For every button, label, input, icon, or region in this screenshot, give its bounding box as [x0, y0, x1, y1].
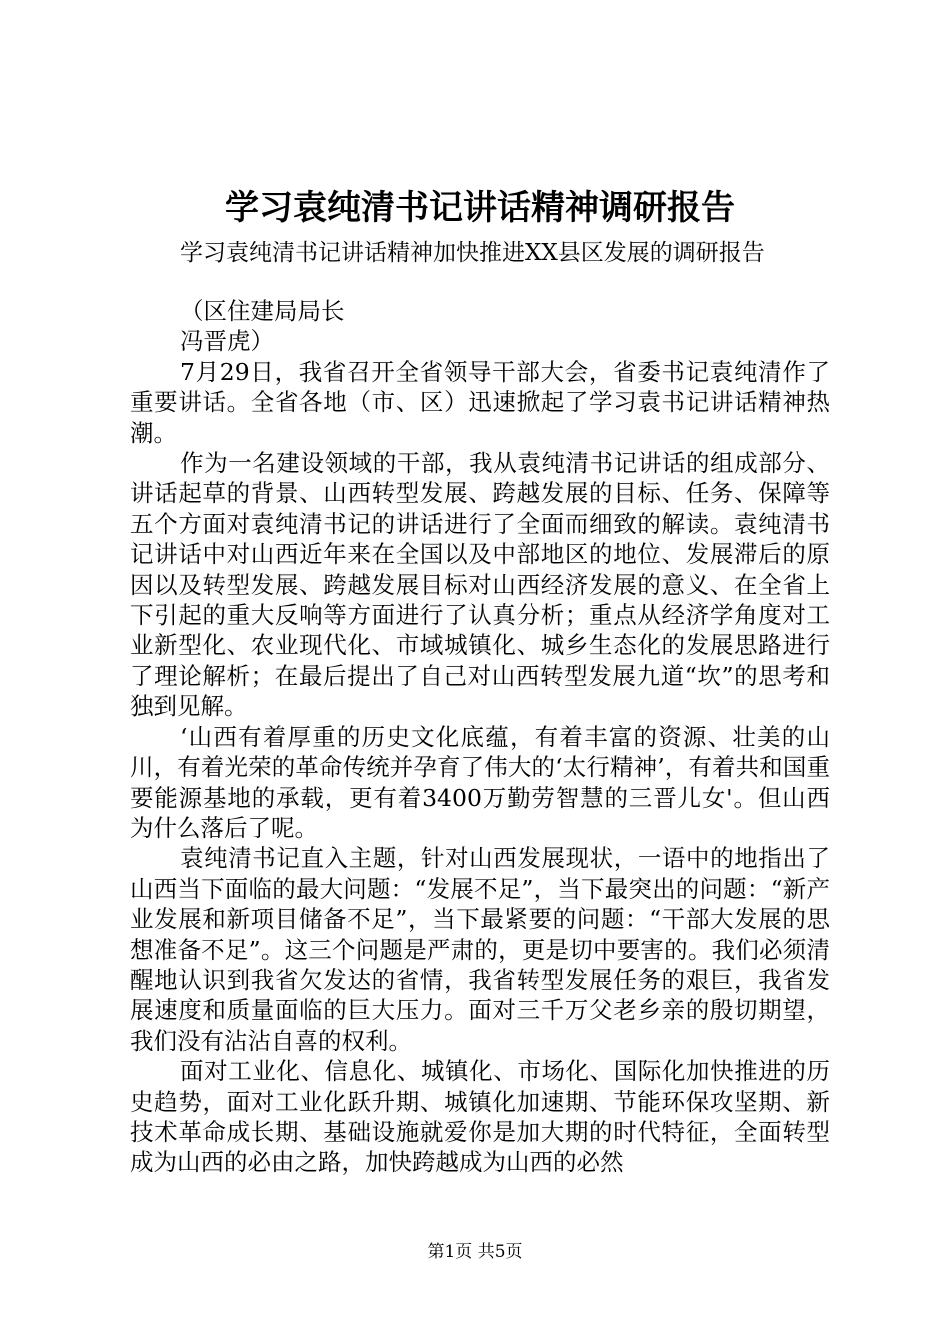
author-line-1: （区住建局局长 [180, 297, 345, 325]
paragraph-3: ‘山西有着厚重的历史文化底蕴，有着丰富的资源、壮美的山川，有着光荣的革命传统并孕育了伟大的‘太行精神’，有着共和国重要能源基地的承载，更有着3400万勤劳智慧的三晋儿女'。但山西为什么落后了呢。 [130, 722, 830, 842]
document-body [130, 296, 830, 1178]
paragraph-5: 面对工业化、信息化、城镇化、市场化、国际化加快推进的历史趋势，面对工业化跃升期、城镇化加速期、节能环保攻坚期、新技术革命成长期、基础设施就爱你是加大期的时代特征，全面转型成为山西的必由之路，加快跨越成为山西的必然 [130, 1057, 830, 1177]
document-title: 学习袁纯清书记讲话精神调研报告 [225, 188, 735, 228]
paragraph-1: 7月29日，我省召开全省领导干部大会，省委书记袁纯清作了重要讲话。全省各地（市、区）迅速掀起了学习袁书记讲话精神热潮。 [130, 357, 830, 447]
paragraph-4: 袁纯清书记直入主题，针对山西发展现状，一语中的地指出了山西当下面临的最大问题：“发展不足”，当下最突出的问题：“新产业发展和新项目储备不足”，当下最紧要的问题：“干部大发展的思想准备不足”。这三个问题是严肃的，更是切中要害的。我们必须清醒地认识到我省欠发达的省情，我省转型发展任务的艰巨，我省发展速度和质量面临的巨大压力。面对三千万父老乡亲的殷切期望，我们没有沾沾自喜的权利。 [130, 844, 830, 1055]
document-subtitle: 学习袁纯清书记讲话精神加快推进XX县区发展的调研报告 [180, 240, 765, 266]
author-line-2: 冯晋虎） [180, 327, 274, 356]
paragraph-2: 作为一名建设领域的干部，我从袁纯清书记讲话的组成部分、讲话起草的背景、山西转型发展、跨越发展的目标、任务、保障等五个方面对袁纯清书记的讲话进行了全面而细致的解读。袁纯清书记讲话中对山西近年来在全国以及中部地区的地位、发展滞后的原因以及转型发展、跨越发展目标对山西经济发展的意义、在全省上下引起的重大反响等方面进行了认真分析；重点从经济学角度对工业新型化、农业现代化、市域城镇化、城乡生态化的发展思路进行了理论解析；在最后提出了自己对山西转型发展九道“坎”的思考和独到见解。 [130, 449, 830, 721]
page-number-footer: 第1页 共5页 [427, 1242, 523, 1262]
